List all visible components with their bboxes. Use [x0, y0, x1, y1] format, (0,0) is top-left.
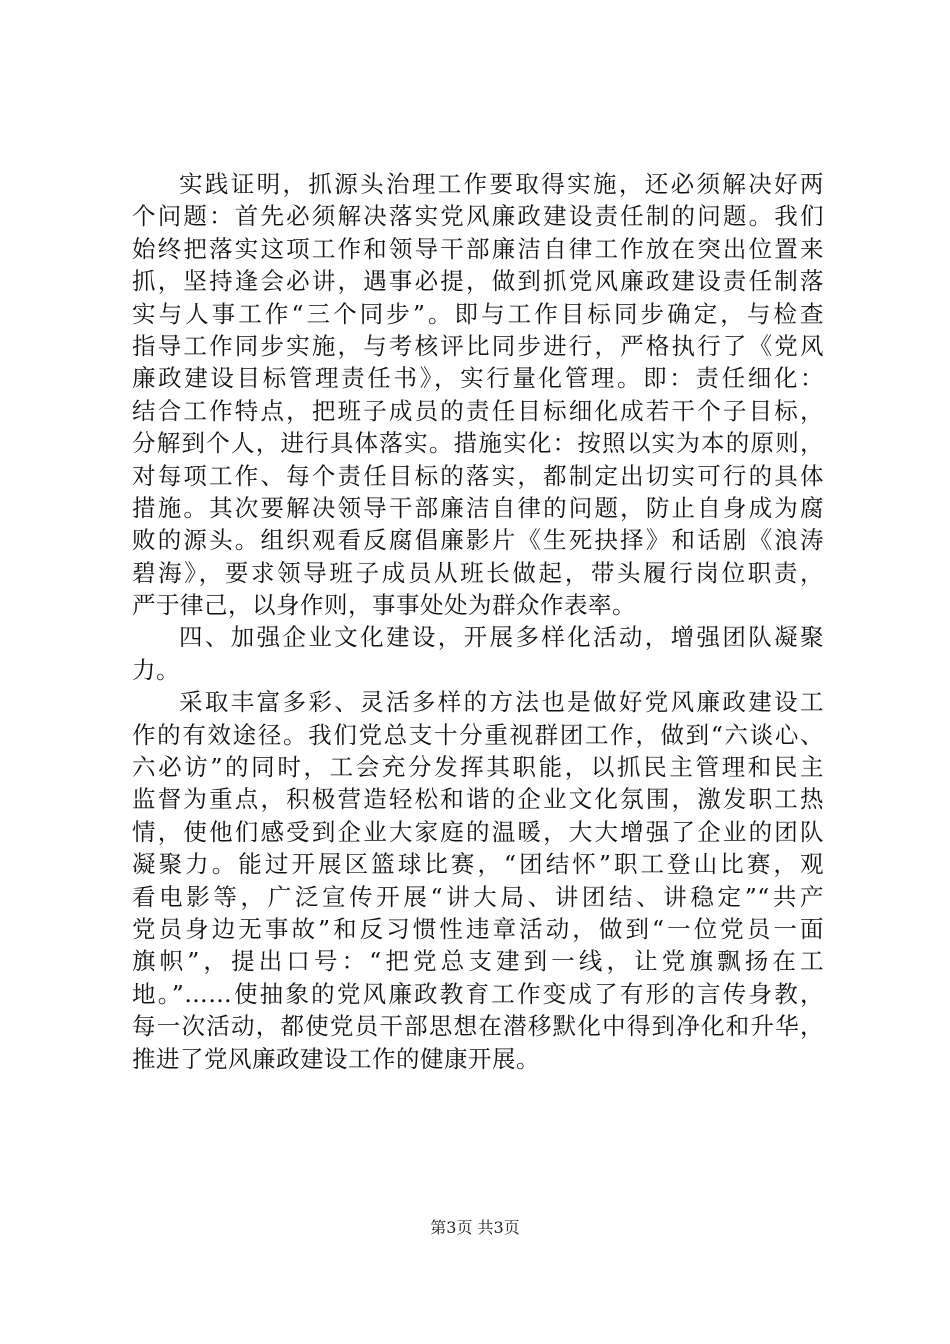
text-line: 力。	[132, 655, 180, 684]
text-line: 分解到个人，进行具体落实。措施实化：按照以实为本的原则，	[132, 429, 824, 458]
text-line: 实践证明，抓源头治理工作要取得实施，还必须解决好两	[179, 170, 824, 198]
text-line: 推进了党风廉政建设工作的健康开展。	[132, 1044, 540, 1073]
text-line: 败的源头。组织观看反腐倡廉影片《生死抉择》和话剧《浪涛	[132, 526, 824, 555]
text-line: 党员身边无事故”和反习惯性违章活动，做到“一位党员一面	[132, 914, 824, 943]
text-line: 措施。其次要解决领导干部廉洁自律的问题，防止自身成为腐	[132, 493, 824, 522]
text-line: 严于律己，以身作则，事事处处为群众作表率。	[132, 591, 636, 620]
text-line: 抓，坚持逢会必讲，遇事必提，做到抓党风廉政建设责任制落	[132, 267, 824, 296]
text-line: 每一次活动，都使党员干部思想在潜移默化中得到净化和升华，	[132, 1012, 824, 1041]
text-line: 监督为重点，积极营造轻松和谐的企业文化氛围，激发职工热	[132, 785, 824, 814]
text-line: 结合工作特点，把班子成员的责任目标细化成若干个子目标，	[132, 396, 824, 425]
text-line: 情，使他们感受到企业大家庭的温暖，大大增强了企业的团队	[132, 817, 824, 846]
text-line: 实与人事工作“三个同步”。即与工作目标同步确定，与检查	[132, 299, 824, 328]
text-line: 旗帜”，提出口号：“把党总支建到一线，让党旗飘扬在工	[132, 947, 824, 976]
text-line: 廉政建设目标管理责任书》，实行量化管理。即：责任细化：	[132, 364, 824, 393]
text-line: 看电影等，广泛宣传开展“讲大局、讲团结、讲稳定”“共产	[132, 882, 824, 911]
text-line: 作的有效途径。我们党总支十分重视群团工作，做到“六谈心、	[132, 720, 824, 749]
text-line: 六必访”的同时，工会充分发挥其职能，以抓民主管理和民主	[132, 753, 824, 782]
text-line: 四、加强企业文化建设，开展多样化活动，增强团队凝聚	[179, 623, 824, 652]
page-footer: 第3页 共3页	[430, 1218, 520, 1237]
document-body	[132, 168, 824, 1075]
text-line: 个问题：首先必须解决落实党风廉政建设责任制的问题。我们	[132, 202, 824, 231]
text-line: 始终把落实这项工作和领导干部廉洁自律工作放在突出位置来	[132, 234, 824, 263]
text-line: 碧海》，要求领导班子成员从班长做起，带头履行岗位职责，	[132, 558, 824, 587]
text-line: 地。”……使抽象的党风廉政教育工作变成了有形的言传身教，	[132, 979, 824, 1008]
text-line: 采取丰富多彩、灵活多样的方法也是做好党风廉政建设工	[179, 688, 824, 717]
text-line: 凝聚力。能过开展区篮球比赛，“团结怀”职工登山比赛，观	[132, 850, 824, 879]
text-line: 指导工作同步实施，与考核评比同步进行，严格执行了《党风	[132, 331, 824, 360]
text-line: 对每项工作、每个责任目标的落实，都制定出切实可行的具体	[132, 461, 824, 490]
